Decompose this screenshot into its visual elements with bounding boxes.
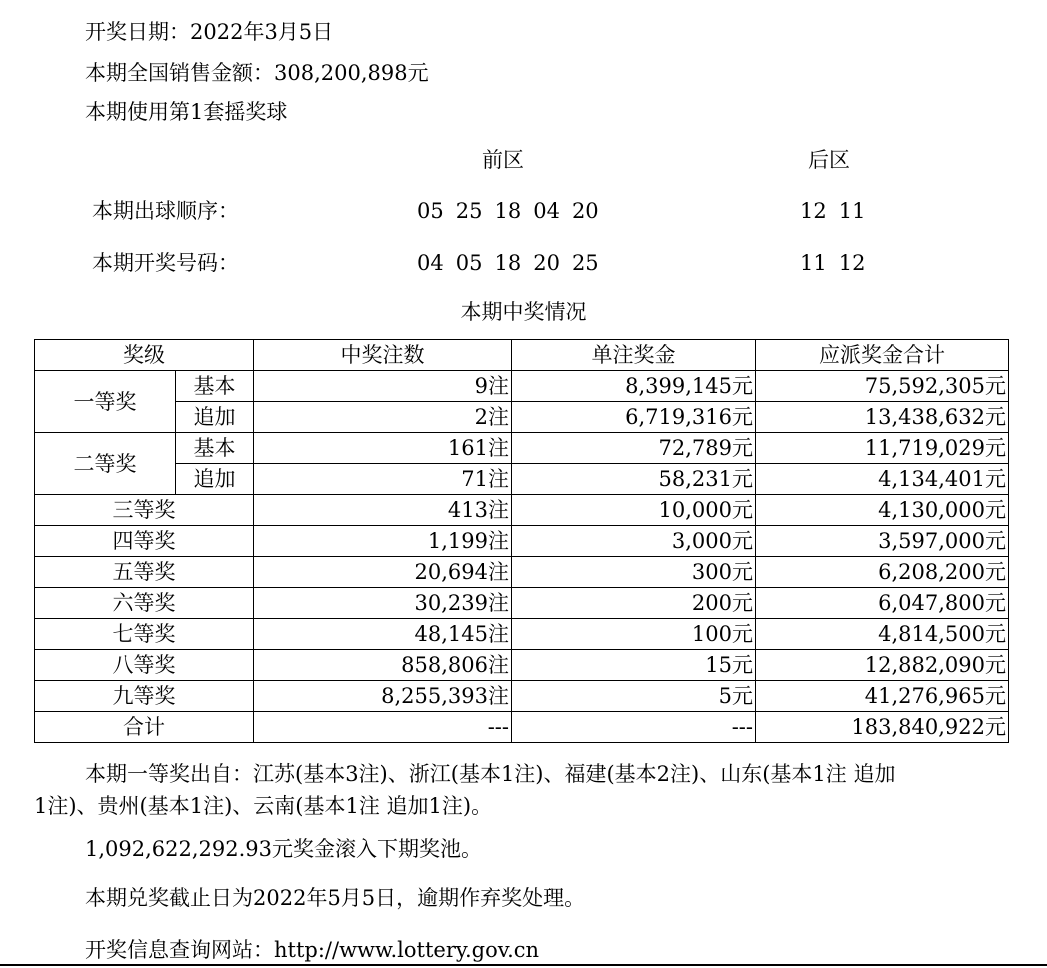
prize-amount: 6,719,316元	[512, 402, 756, 433]
prize-total: 11,719,029元	[756, 433, 1009, 464]
bottom-divider	[0, 964, 1047, 966]
prize-amount: 300元	[512, 557, 756, 588]
sum-label: 合计	[35, 712, 254, 743]
prize-total: 3,597,000元	[756, 526, 1009, 557]
prize-total: 4,134,401元	[756, 464, 1009, 495]
table-row	[35, 371, 1009, 402]
ball-number: 18	[494, 251, 522, 275]
table-row	[35, 464, 1009, 495]
prize-total: 4,814,500元	[756, 619, 1009, 650]
winner-count: 1,199注	[254, 526, 512, 557]
ball-number: 18	[494, 199, 522, 223]
sales-amount: 本期全国销售金额：308,200,898元	[85, 61, 429, 85]
sum-count: ---	[254, 712, 512, 743]
prize-amount: 58,231元	[512, 464, 756, 495]
prize-amount: 10,000元	[512, 495, 756, 526]
sum-amount: ---	[512, 712, 756, 743]
back-zone-label: 后区	[808, 148, 850, 172]
prize-table	[34, 339, 1009, 743]
tier-name: 七等奖	[35, 619, 254, 650]
prize-total: 41,276,965元	[756, 681, 1009, 712]
draw-order-front	[417, 199, 599, 223]
prize-amount: 3,000元	[512, 526, 756, 557]
tier-name: 三等奖	[35, 495, 254, 526]
prize-amount: 5元	[512, 681, 756, 712]
prize-total: 6,208,200元	[756, 557, 1009, 588]
ball-number: 20	[571, 199, 599, 223]
prize-amount: 72,789元	[512, 433, 756, 464]
prize-amount: 200元	[512, 588, 756, 619]
ball-number: 05	[455, 251, 483, 275]
ball-number: 04	[533, 199, 560, 223]
prize-total: 12,882,090元	[756, 650, 1009, 681]
table-row	[35, 433, 1009, 464]
tier-name: 八等奖	[35, 650, 254, 681]
draw-order-label: 本期出球顺序：	[92, 199, 239, 223]
header-count: 中奖注数	[254, 340, 512, 371]
tier-name: 九等奖	[35, 681, 254, 712]
table-row	[35, 557, 1009, 588]
sub-tier-label: 基本	[176, 433, 254, 464]
prize-total: 13,438,632元	[756, 402, 1009, 433]
claim-deadline: 本期兑奖截止日为2022年5月5日，逾期作弃奖处理。	[85, 886, 586, 910]
prize-amount: 8,399,145元	[512, 371, 756, 402]
table-row	[35, 495, 1009, 526]
draw-order-back	[800, 199, 865, 223]
rollover-amount: 1,092,622,292.93元奖金滚入下期奖池。	[85, 837, 483, 861]
winner-count: 413注	[254, 495, 512, 526]
winner-count: 20,694注	[254, 557, 512, 588]
winner-count: 71注	[254, 464, 512, 495]
tier-name: 一等奖	[35, 371, 176, 433]
tier-name: 五等奖	[35, 557, 254, 588]
sub-tier-label: 追加	[176, 464, 254, 495]
prize-total: 4,130,000元	[756, 495, 1009, 526]
prize-table-title: 本期中奖情况	[460, 300, 587, 324]
table-row	[35, 588, 1009, 619]
table-row	[35, 402, 1009, 433]
sub-tier-label: 追加	[176, 402, 254, 433]
prize-amount: 100元	[512, 619, 756, 650]
ball-number: 20	[533, 251, 560, 275]
prize-amount: 15元	[512, 650, 756, 681]
winner-count: 858,806注	[254, 650, 512, 681]
info-website: 开奖信息查询网站：http://www.lottery.gov.cn	[85, 938, 540, 962]
table-total-row	[35, 712, 1009, 743]
ball-number: 05	[417, 199, 444, 223]
ball-number: 25	[455, 199, 483, 223]
prize-total: 75,592,305元	[756, 371, 1009, 402]
ball-set: 本期使用第1套摇奖球	[85, 100, 288, 124]
winning-front	[417, 251, 599, 275]
ball-number: 11	[800, 251, 827, 275]
ball-number: 12	[800, 199, 827, 223]
sum-total: 183,840,922元	[756, 712, 1009, 743]
prize-total: 6,047,800元	[756, 588, 1009, 619]
header-total: 应派奖金合计	[756, 340, 1009, 371]
tier-name: 四等奖	[35, 526, 254, 557]
winning-numbers-label: 本期开奖号码：	[92, 251, 239, 275]
first-prize-origin-line2: 1注)、贵州(基本1注)、云南(基本1注 追加1注)。	[34, 794, 493, 818]
first-prize-origin-line1: 本期一等奖出自：江苏(基本3注)、浙江(基本1注)、福建(基本2注)、山东(基本1注 追加	[85, 762, 896, 786]
winner-count: 9注	[254, 371, 512, 402]
table-row	[35, 619, 1009, 650]
winner-count: 161注	[254, 433, 512, 464]
winner-count: 30,239注	[254, 588, 512, 619]
ball-number: 12	[838, 251, 866, 275]
table-row	[35, 681, 1009, 712]
tier-name: 六等奖	[35, 588, 254, 619]
winner-count: 48,145注	[254, 619, 512, 650]
header-amount: 单注奖金	[512, 340, 756, 371]
ball-number: 04	[417, 251, 444, 275]
tier-name: 二等奖	[35, 433, 176, 495]
draw-date: 开奖日期：2022年3月5日	[85, 20, 334, 44]
header-tier: 奖级	[35, 340, 254, 371]
sub-tier-label: 基本	[176, 371, 254, 402]
winning-back	[800, 251, 865, 275]
ball-number: 25	[571, 251, 599, 275]
ball-number: 11	[838, 199, 866, 223]
winner-count: 8,255,393注	[254, 681, 512, 712]
table-row	[35, 650, 1009, 681]
table-header-row	[35, 340, 1009, 371]
winner-count: 2注	[254, 402, 512, 433]
table-row	[35, 526, 1009, 557]
front-zone-label: 前区	[482, 148, 524, 172]
